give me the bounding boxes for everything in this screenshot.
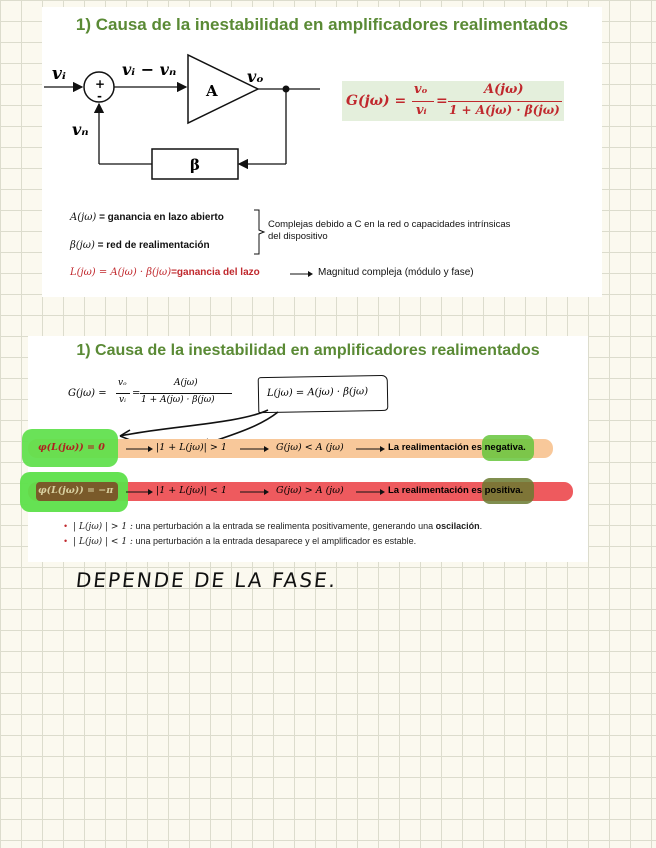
amp-label: A [206,82,218,100]
cond-greater: |1 + L(jω)| > 1 [156,442,227,453]
beta-label: β [190,156,200,174]
plus-sign: + [95,77,106,91]
gain-less: G(jω) < A (jω) [276,442,344,453]
output-label: vₒ [247,67,264,86]
formula-frac2-den: 1 + A(jω) · β(jω) [449,103,560,117]
definition-brace [252,209,266,255]
handwritten-note: DEPENDE DE LA FASE. [74,568,339,592]
row-negative-arrows [126,444,526,454]
phase-minus-pi: φ(L(jω)) = −π [38,485,114,496]
arrow-icon [290,269,314,279]
closed-loop-formula-small: G(jω) = vₒ vᵢ = A(jω) 1 + A(jω) · β(jω) [68,378,268,412]
feedback-label: vₙ [72,120,89,139]
definition-loop-gain: L(jω) = A(jω) · β(jω)=ganancia del lazo [70,267,260,278]
definition-open-loop-gain: A(jω) = ganancia en lazo abierto [70,212,224,223]
complex-note-line-2: del dispositivo [268,231,328,242]
minus-sign: - [97,89,102,103]
error-label: vᵢ − vₙ [122,60,177,79]
formula-frac1-num: vₒ [414,82,428,97]
slide-2 [28,336,588,562]
cond-less: |1 + L(jω)| < 1 [156,485,227,496]
complex-note-line-1: Complejas debido a C en la red o capacidades intrínsicas [268,219,511,230]
loop-gain-boxed: L(jω) = A(jω) · β(jω) [258,375,389,413]
formula-frac2-num: A(jω) [484,82,524,97]
formula-lhs: G(jω) = [346,93,407,109]
formula-eq: = [436,93,448,109]
closed-loop-formula [342,81,564,121]
bullet-stable: • | L(jω) | < 1 : una perturbación a la entrada desaparece y el amplificador es estable. [64,536,417,547]
slide-1 [42,7,602,297]
input-label: vᵢ [52,64,66,84]
loop-gain-note: Magnitud compleja (módulo y fase) [318,267,474,278]
conclusion-positive: La realimentación es positiva. [388,485,524,496]
row-positive-arrows [126,487,526,497]
phase-zero: φ(L(jω)) = 0 [38,442,105,453]
amplifier-triangle [188,55,258,123]
gain-greater: G(jω) > A (jω) [276,485,344,496]
slide-1-title: 1) Causa de la inestabilidad en amplificadores realimentados [75,15,569,34]
formula-frac1-den: vᵢ [416,103,427,118]
slide-2-title: 1) Causa de la inestabilidad en amplificadores realimentados [76,342,540,359]
conclusion-negative: La realimentación es negativa. [388,442,526,453]
bullet-oscillation: • | L(jω) | > 1 : una perturbación a la entrada se realimenta positivamente, generando una oscilación. [64,521,483,532]
feedback-block-diagram [42,37,322,197]
definition-feedback-network: β(jω) = red de realimentación [70,240,210,251]
